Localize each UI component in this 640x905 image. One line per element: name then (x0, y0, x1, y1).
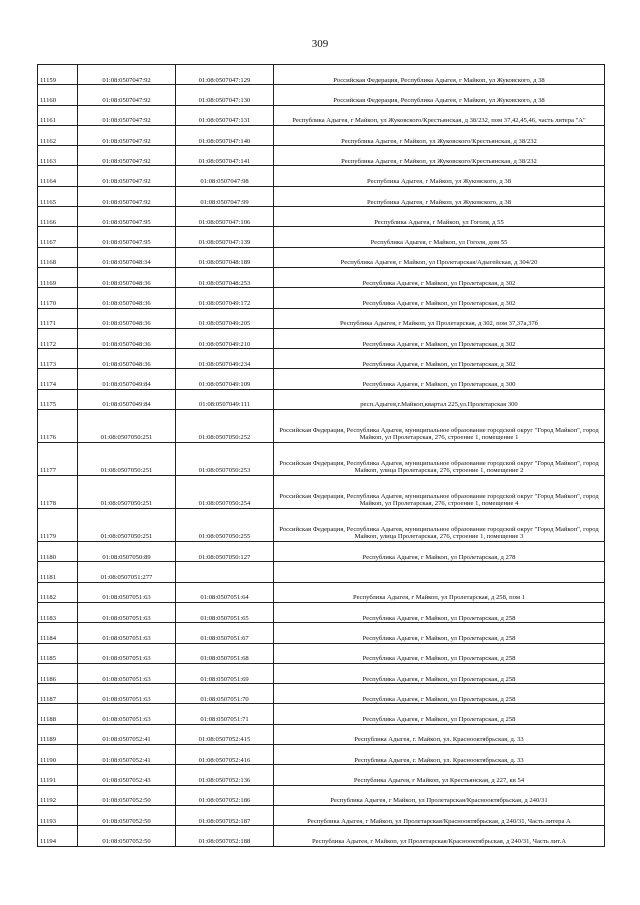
object-cadastral-number-cell: 01:08:0507049:109 (176, 369, 274, 389)
object-cadastral-number-cell: 01:08:0507051:69 (176, 663, 274, 683)
parcel-cadastral-number-cell: 01:08:0507047:95 (78, 227, 176, 247)
table-row (38, 684, 605, 704)
row-number-cell: 11190 (38, 745, 78, 765)
object-cadastral-number-cell: 01:08:0507047:99 (176, 186, 274, 206)
object-cadastral-number-cell: 01:08:0507049:205 (176, 308, 274, 328)
parcel-cadastral-number-cell: 01:08:0507047:95 (78, 207, 176, 227)
parcel-cadastral-number-cell: 01:08:0507048:34 (78, 247, 176, 267)
address-cell: Республика Адыгея, г Майкоп, ул Жуковского/Крестьянская, д 38/232 (274, 125, 605, 145)
parcel-cadastral-number-cell: 01:08:0507051:63 (78, 582, 176, 602)
object-cadastral-number-cell: 01:08:0507050:127 (176, 542, 274, 562)
row-number-cell: 11163 (38, 146, 78, 166)
table-row (38, 227, 605, 247)
address-cell: Республика Адыгея, г Майкоп, ул Пролетарская, д 302 (274, 288, 605, 308)
address-cell: респ.Адыгея,г.Майкоп,квартал 225,ул.Пролетарская 300 (274, 389, 605, 409)
parcel-cadastral-number-cell: 01:08:0507051:63 (78, 663, 176, 683)
table-row (38, 146, 605, 166)
parcel-cadastral-number-cell: 01:08:0507052:50 (78, 785, 176, 805)
parcel-cadastral-number-cell: 01:08:0507048:36 (78, 267, 176, 287)
table-row (38, 65, 605, 85)
parcel-cadastral-number-cell: 01:08:0507047:92 (78, 65, 176, 85)
address-cell: Российская Федерация, Республика Адыгея, муниципальное образование городской округ "Город Майкоп", город Майкоп, улица Пролетарская, 276, строение 1, помещение 3 (274, 509, 605, 542)
row-number-cell: 11161 (38, 105, 78, 125)
object-cadastral-number-cell: 01:08:0507050:252 (176, 410, 274, 443)
object-cadastral-number-cell: 01:08:0507052:186 (176, 785, 274, 805)
object-cadastral-number-cell: 01:08:0507050:255 (176, 509, 274, 542)
row-number-cell: 11178 (38, 476, 78, 509)
table-row (38, 704, 605, 724)
row-number-cell: 11186 (38, 663, 78, 683)
table-row (38, 562, 605, 582)
table-row (38, 663, 605, 683)
table-row (38, 267, 605, 287)
row-number-cell: 11176 (38, 410, 78, 443)
table-row (38, 349, 605, 369)
address-cell: Республика Адыгея, г Майкоп, ул Пролетарская/Краснооктябрьская, д 240/31, Часть литера А (274, 805, 605, 825)
object-cadastral-number-cell: 01:08:0507049:111 (176, 389, 274, 409)
parcel-cadastral-number-cell: 01:08:0507049:84 (78, 389, 176, 409)
row-number-cell: 11162 (38, 125, 78, 145)
object-cadastral-number-cell: 01:08:0507050:254 (176, 476, 274, 509)
address-cell: Республика Адыгея, г Майкоп, ул Пролетарская/Краснооктябрьская, д 240/31 (274, 785, 605, 805)
row-number-cell: 11166 (38, 207, 78, 227)
cadastral-registry-table (37, 64, 605, 847)
address-cell: Российская Федерация, Республика Адыгея, г Майкоп, ул Жуковского, д 38 (274, 85, 605, 105)
table-row (38, 805, 605, 825)
object-cadastral-number-cell: 01:08:0507047:131 (176, 105, 274, 125)
address-cell: Республика Адыгея, г Майкоп, ул Пролетарская, д 258 (274, 684, 605, 704)
object-cadastral-number-cell: 01:08:0507048:253 (176, 267, 274, 287)
parcel-cadastral-number-cell: 01:08:0507051:63 (78, 704, 176, 724)
address-cell: Республика Адыгея, г Майкоп, ул Пролетарская, д 258 (274, 704, 605, 724)
parcel-cadastral-number-cell: 01:08:0507052:41 (78, 724, 176, 744)
parcel-cadastral-number-cell: 01:08:0507048:36 (78, 328, 176, 348)
parcel-cadastral-number-cell: 01:08:0507047:92 (78, 85, 176, 105)
table-row (38, 288, 605, 308)
row-number-cell: 11164 (38, 166, 78, 186)
row-number-cell: 11169 (38, 267, 78, 287)
table-row (38, 410, 605, 443)
object-cadastral-number-cell: 01:08:0507047:98 (176, 166, 274, 186)
row-number-cell: 11168 (38, 247, 78, 267)
object-cadastral-number-cell: 01:08:0507047:141 (176, 146, 274, 166)
object-cadastral-number-cell: 01:08:0507047:129 (176, 65, 274, 85)
address-cell: Российская Федерация, Республика Адыгея, г Майкоп, ул Жуковского, д 38 (274, 65, 605, 85)
row-number-cell: 11191 (38, 765, 78, 785)
address-cell: Республика Адыгея, г Майкоп, ул Пролетарская/Адыгейская, д 304/20 (274, 247, 605, 267)
row-number-cell: 11184 (38, 623, 78, 643)
address-cell: Республика Адыгея, г. Майкоп, ул. Краснооктябрьская, д. 33 (274, 745, 605, 765)
parcel-cadastral-number-cell: 01:08:0507047:92 (78, 125, 176, 145)
object-cadastral-number-cell: 01:08:0507051:70 (176, 684, 274, 704)
parcel-cadastral-number-cell: 01:08:0507052:41 (78, 745, 176, 765)
row-number-cell: 11183 (38, 602, 78, 622)
object-cadastral-number-cell: 01:08:0507052:136 (176, 765, 274, 785)
address-cell (274, 562, 605, 582)
object-cadastral-number-cell: 01:08:0507049:172 (176, 288, 274, 308)
object-cadastral-number-cell: 01:08:0507051:64 (176, 582, 274, 602)
row-number-cell: 11188 (38, 704, 78, 724)
object-cadastral-number-cell: 01:08:0507051:68 (176, 643, 274, 663)
parcel-cadastral-number-cell: 01:08:0507048:36 (78, 288, 176, 308)
address-cell: Республика Адыгея, г Майкоп, ул Крестьянская, д 227, кв 54 (274, 765, 605, 785)
table-row (38, 125, 605, 145)
parcel-cadastral-number-cell: 01:08:0507047:92 (78, 105, 176, 125)
parcel-cadastral-number-cell: 01:08:0507050:251 (78, 476, 176, 509)
table-row (38, 623, 605, 643)
table-row (38, 85, 605, 105)
row-number-cell: 11165 (38, 186, 78, 206)
address-cell: Республика Адыгея, г. Майкоп, ул. Краснооктябрьская, д. 33 (274, 724, 605, 744)
parcel-cadastral-number-cell: 01:08:0507051:63 (78, 602, 176, 622)
address-cell: Республика Адыгея, г Майкоп, ул Гоголя, дом 55 (274, 227, 605, 247)
table-row (38, 724, 605, 744)
table-row (38, 509, 605, 542)
object-cadastral-number-cell: 01:08:0507051:71 (176, 704, 274, 724)
object-cadastral-number-cell: 01:08:0507049:234 (176, 349, 274, 369)
parcel-cadastral-number-cell: 01:08:0507052:50 (78, 826, 176, 846)
parcel-cadastral-number-cell: 01:08:0507050:89 (78, 542, 176, 562)
parcel-cadastral-number-cell: 01:08:0507051:63 (78, 684, 176, 704)
parcel-cadastral-number-cell: 01:08:0507047:92 (78, 186, 176, 206)
row-number-cell: 11181 (38, 562, 78, 582)
row-number-cell: 11189 (38, 724, 78, 744)
address-cell: Республика Адыгея, г Майкоп, ул Пролетарская/Краснооктябрьская, д 240/31, Часть лит.А (274, 826, 605, 846)
row-number-cell: 11172 (38, 328, 78, 348)
parcel-cadastral-number-cell: 01:08:0507052:43 (78, 765, 176, 785)
object-cadastral-number-cell: 01:08:0507048:189 (176, 247, 274, 267)
object-cadastral-number-cell: 01:08:0507050:253 (176, 443, 274, 476)
table-row (38, 765, 605, 785)
table-row (38, 476, 605, 509)
address-cell: Республика Адыгея, г Майкоп, ул Гоголя, д 55 (274, 207, 605, 227)
table-row (38, 542, 605, 562)
object-cadastral-number-cell: 01:08:0507047:106 (176, 207, 274, 227)
address-cell: Российская Федерация, Республика Адыгея, муниципальное образование городской округ "Город Майкоп", город Майкоп, ул Пролетарская, 276, строение 1, помещение 1 (274, 410, 605, 443)
address-cell: Республика Адыгея, г Майкоп, ул Пролетарская, д 278 (274, 542, 605, 562)
object-cadastral-number-cell: 01:08:0507051:67 (176, 623, 274, 643)
object-cadastral-number-cell: 01:08:0507049:210 (176, 328, 274, 348)
row-number-cell: 11175 (38, 389, 78, 409)
address-cell: Республика Адыгея, г Майкоп, ул Пролетарская, д 300 (274, 369, 605, 389)
parcel-cadastral-number-cell: 01:08:0507049:84 (78, 369, 176, 389)
table-row (38, 328, 605, 348)
parcel-cadastral-number-cell: 01:08:0507050:251 (78, 410, 176, 443)
row-number-cell: 11185 (38, 643, 78, 663)
row-number-cell: 11174 (38, 369, 78, 389)
parcel-cadastral-number-cell: 01:08:0507050:251 (78, 443, 176, 476)
row-number-cell: 11194 (38, 826, 78, 846)
object-cadastral-number-cell: 01:08:0507051:65 (176, 602, 274, 622)
address-cell: Республика Адыгея, г Майкоп, ул Пролетарская, д 302, пом 37,37а,37б (274, 308, 605, 328)
address-cell: Российская Федерация, Республика Адыгея, муниципальное образование городской округ "Город Майкоп", город Майкоп, улица Пролетарская, 276, строение 1, помещение 2 (274, 443, 605, 476)
row-number-cell: 11192 (38, 785, 78, 805)
row-number-cell: 11171 (38, 308, 78, 328)
row-number-cell: 11180 (38, 542, 78, 562)
row-number-cell: 11187 (38, 684, 78, 704)
object-cadastral-number-cell: 01:08:0507052:188 (176, 826, 274, 846)
parcel-cadastral-number-cell: 01:08:0507051:63 (78, 623, 176, 643)
object-cadastral-number-cell: 01:08:0507052:187 (176, 805, 274, 825)
page-number: 309 (311, 38, 329, 50)
table-row (38, 602, 605, 622)
row-number-cell: 11173 (38, 349, 78, 369)
row-number-cell: 11160 (38, 85, 78, 105)
parcel-cadastral-number-cell: 01:08:0507048:36 (78, 349, 176, 369)
table-row (38, 582, 605, 602)
table-row (38, 166, 605, 186)
table-row (38, 643, 605, 663)
table-row (38, 105, 605, 125)
parcel-cadastral-number-cell: 01:08:0507047:92 (78, 166, 176, 186)
table-row (38, 308, 605, 328)
row-number-cell: 11179 (38, 509, 78, 542)
table-row (38, 745, 605, 765)
parcel-cadastral-number-cell: 01:08:0507048:36 (78, 308, 176, 328)
address-cell: Республика Адыгея, г Майкоп, ул Пролетарская, д 302 (274, 328, 605, 348)
row-number-cell: 11159 (38, 65, 78, 85)
row-number-cell: 11170 (38, 288, 78, 308)
row-number-cell: 11193 (38, 805, 78, 825)
object-cadastral-number-cell: 01:08:0507047:140 (176, 125, 274, 145)
table-row (38, 785, 605, 805)
address-cell: Республика Адыгея, г Майкоп, ул Пролетарская, д 258, пом 1 (274, 582, 605, 602)
table-row (38, 443, 605, 476)
row-number-cell: 11177 (38, 443, 78, 476)
table-row (38, 826, 605, 846)
address-cell: Республика Адыгея, г Майкоп, ул Пролетарская, д 258 (274, 623, 605, 643)
object-cadastral-number-cell: 01:08:0507052:415 (176, 724, 274, 744)
table-row (38, 389, 605, 409)
table-row (38, 247, 605, 267)
object-cadastral-number-cell (176, 562, 274, 582)
row-number-cell: 11167 (38, 227, 78, 247)
table-row (38, 369, 605, 389)
address-cell: Республика Адыгея, г Майкоп, ул Жуковского, д 38 (274, 186, 605, 206)
address-cell: Республика Адыгея, г Майкоп, ул Пролетарская, д 258 (274, 643, 605, 663)
object-cadastral-number-cell: 01:08:0507047:139 (176, 227, 274, 247)
parcel-cadastral-number-cell: 01:08:0507051:277 (78, 562, 176, 582)
address-cell: Республика Адыгея, г Майкоп, ул Пролетарская, д 302 (274, 267, 605, 287)
address-cell: Республика Адыгея, г Майкоп, ул Жуковского/Крестьянская, д 38/232 (274, 146, 605, 166)
address-cell: Республика Адыгея, г Майкоп, ул Пролетарская, д 302 (274, 349, 605, 369)
address-cell: Республика Адыгея, г Майкоп, ул Жуковского, д 38 (274, 166, 605, 186)
object-cadastral-number-cell: 01:08:0507047:130 (176, 85, 274, 105)
address-cell: Республика Адыгея, г Майкоп, ул Жуковского/Крестьянская, д 38/232, пом 37,42,45,46, часть литера "А" (274, 105, 605, 125)
address-cell: Российская Федерация, Республика Адыгея, муниципальное образование городской округ "Город Майкоп", город Майкоп, ул Пролетарская, 276, строение 1, помещение 4 (274, 476, 605, 509)
table-row (38, 186, 605, 206)
table-body (38, 65, 605, 847)
table-row (38, 207, 605, 227)
address-cell: Республика Адыгея, г Майкоп, ул Пролетарская, д 258 (274, 602, 605, 622)
parcel-cadastral-number-cell: 01:08:0507050:251 (78, 509, 176, 542)
parcel-cadastral-number-cell: 01:08:0507047:92 (78, 146, 176, 166)
object-cadastral-number-cell: 01:08:0507052:416 (176, 745, 274, 765)
address-cell: Республика Адыгея, г Майкоп, ул Пролетарская, д 258 (274, 663, 605, 683)
parcel-cadastral-number-cell: 01:08:0507052:50 (78, 805, 176, 825)
parcel-cadastral-number-cell: 01:08:0507051:63 (78, 643, 176, 663)
row-number-cell: 11182 (38, 582, 78, 602)
